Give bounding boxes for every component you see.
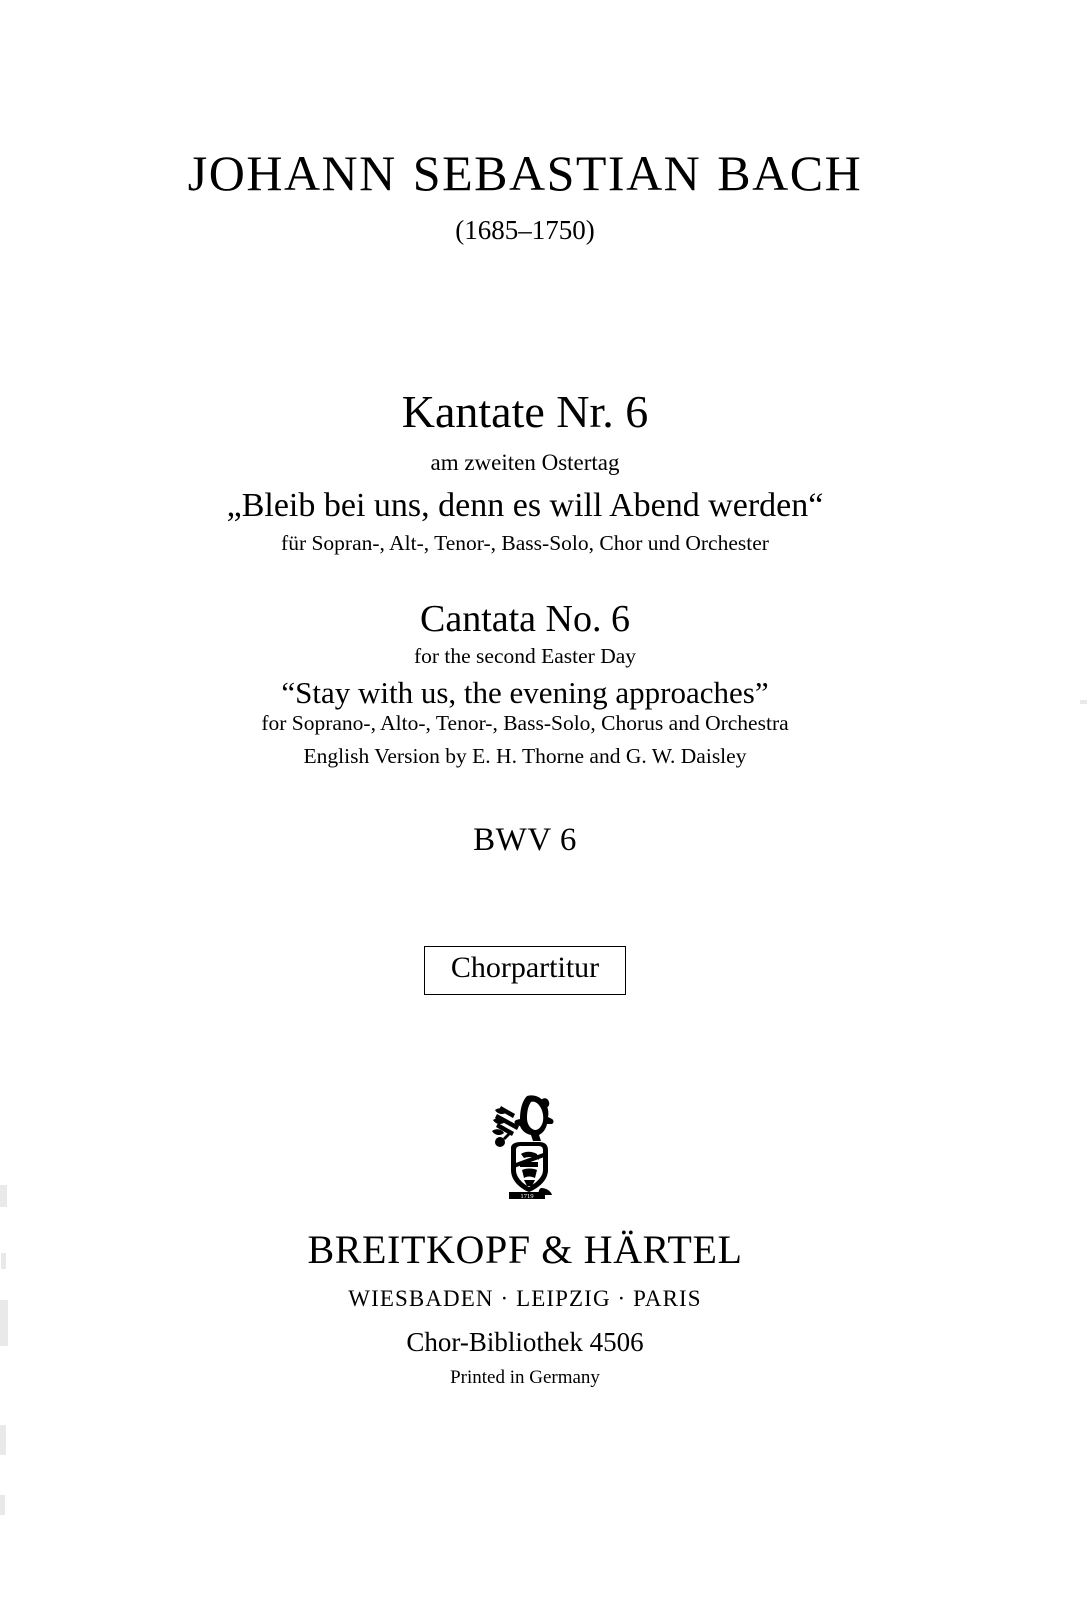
series-number: Chor-Bibliothek 4506 (406, 1327, 644, 1357)
composer-name-last: BACH (717, 145, 863, 201)
breitkopf-haertel-bear-emblem-icon (491, 1092, 559, 1200)
publisher-cities: WIESBADEN · LEIPZIG · PARIS (348, 1286, 702, 1311)
edition-type-label: Chorpartitur (424, 946, 626, 995)
publisher-name: BREITKOPF & HÄRTEL (307, 1227, 743, 1272)
scan-artifact (0, 1495, 5, 1515)
composer-name-first: JOHANN (187, 145, 397, 201)
catalogue-number: BWV 6 (473, 822, 577, 858)
composer-name (0, 145, 1050, 201)
work-title-english: “Stay with us, the evening approaches” (281, 675, 769, 710)
scoring-english: for Soprano-, Alto-, Tenor-, Bass-Solo, Chorus and Orchestra (261, 711, 789, 735)
translation-credit: English Version by E. H. Thorne and G. W. Daisley (303, 744, 747, 768)
publisher-logo (0, 1092, 1050, 1200)
printed-in-notice: Printed in Germany (450, 1367, 600, 1388)
occasion-english: for the second Easter Day (413, 644, 637, 668)
work-number-english: Cantata No. 6 (419, 598, 630, 640)
scan-artifact (1080, 700, 1087, 704)
edition-type-container (0, 946, 1050, 995)
composer-dates: (1685–1750) (455, 215, 595, 245)
occasion-german: am zweiten Ostertag (430, 450, 620, 475)
work-title-german: „Bleib bei uns, denn es will Abend werden“ (226, 487, 824, 524)
logo-year: 1719 (520, 1193, 534, 1200)
scan-artifact (0, 1425, 6, 1455)
composer-name-middle: SEBASTIAN (412, 145, 702, 201)
work-number-german: Kantate Nr. 6 (401, 386, 649, 437)
scoring-german: für Sopran-, Alt-, Tenor-, Bass-Solo, Chor und Orchester (281, 531, 769, 555)
